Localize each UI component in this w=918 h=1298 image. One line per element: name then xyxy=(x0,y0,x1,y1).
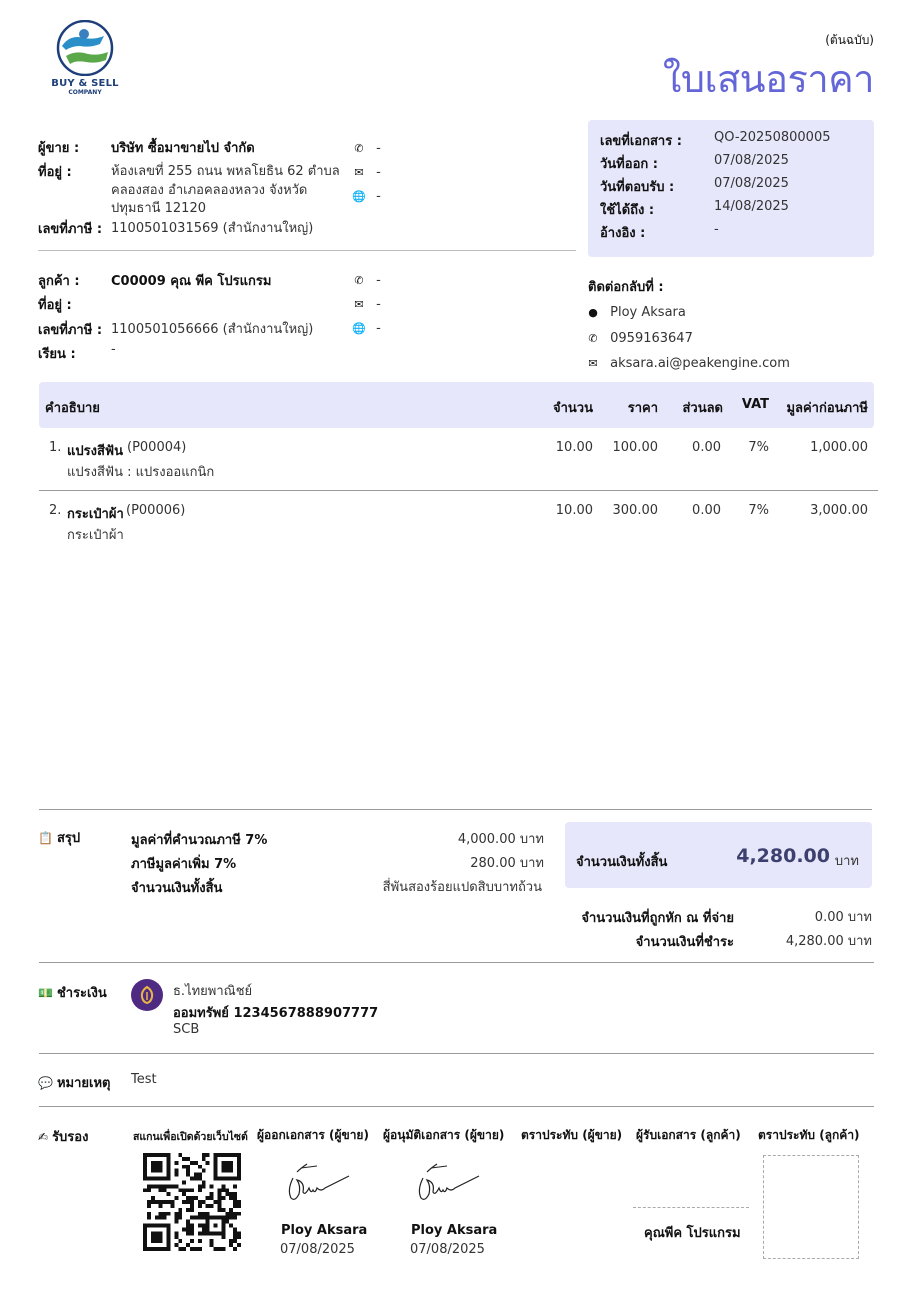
seller-address-line1: ห้องเลขที่ 255 ถนน พหลโยธิน 62 ตำบล xyxy=(111,164,340,179)
scan-label: สแกนเพื่อเปิดด้วยเว็บไซต์ xyxy=(133,1131,248,1143)
item-sub: แปรงสีฟัน : แปรงออแกนิก xyxy=(67,465,215,480)
doc-info-row xyxy=(600,199,862,222)
comment-icon: 💬 xyxy=(38,1075,53,1090)
customer-name: C00009 คุณ พีค โปรแกรม xyxy=(111,274,272,289)
globe-icon: 🌐 xyxy=(352,322,366,335)
receiver-name: คุณพีค โปรแกรม xyxy=(644,1226,741,1241)
withheld-value: 0.00 บาท xyxy=(814,910,872,925)
clipboard-icon: 📋 xyxy=(38,830,53,845)
seller-address-line2: คลองสอง อำเภอคลองหลวง จังหวัด xyxy=(111,183,308,198)
bank-name: ธ.ไทยพาณิชย์ xyxy=(173,984,253,999)
seller-name-label: ผู้ขาย : xyxy=(38,141,80,156)
doc-info-row xyxy=(600,176,862,199)
summary-title xyxy=(38,827,80,848)
doc-info-row xyxy=(600,222,862,245)
item-qty: 10.00 xyxy=(555,440,593,455)
grand-total-value: 4,280.00 xyxy=(736,845,830,867)
receiver-label: ผู้รับเอกสาร (ลูกค้า) xyxy=(636,1128,741,1142)
issuer-signature xyxy=(283,1158,355,1204)
mail-icon: ✉ xyxy=(354,298,364,311)
summary-divider xyxy=(39,809,872,810)
issue-date-value: 07/08/2025 xyxy=(714,153,789,168)
table-row xyxy=(39,501,874,551)
vat-value: 280.00 บาท xyxy=(470,856,544,871)
seller-name: บริษัท ซื้อมาขายไป จำกัด xyxy=(111,141,255,156)
customer-tax-label: เลขที่ภาษี : xyxy=(38,323,103,338)
total-words: สี่พันสองร้อยแปดสิบบาทถ้วน xyxy=(382,880,542,895)
seller-contacts xyxy=(352,137,381,209)
payment-title xyxy=(38,982,107,1003)
approval-divider xyxy=(39,1106,874,1107)
contact-list xyxy=(586,300,790,377)
doc-info-panel xyxy=(588,120,874,257)
company-logo xyxy=(48,20,122,98)
col-amount-header: มูลค่าก่อนภาษี xyxy=(786,401,868,416)
bank-account: ออมทรัพย์ 1234567888907777 xyxy=(173,1006,379,1021)
item-vat: 7% xyxy=(748,440,769,455)
seller-divider xyxy=(38,250,576,251)
customer-name-label: ลูกค้า : xyxy=(38,274,80,289)
signature-scribble-icon xyxy=(283,1158,355,1204)
contact-phone: 0959163647 xyxy=(610,330,693,346)
item-vat: 7% xyxy=(748,503,769,518)
doc-info-row xyxy=(600,130,862,153)
item-code: (P00006) xyxy=(126,503,186,518)
bank-logo xyxy=(131,979,163,1011)
col-vat-header: VAT xyxy=(741,397,769,412)
customer-tax-id: 1100501056666 (สำนักงานใหญ่) xyxy=(111,322,314,337)
payment-title-text: ชำระเงิน xyxy=(56,986,107,1001)
item-amount: 3,000.00 xyxy=(810,503,868,518)
contact-name: Ploy Aksara xyxy=(610,305,686,320)
customer-web: - xyxy=(376,321,381,336)
reference-value: - xyxy=(714,222,719,237)
seller-web: - xyxy=(376,189,381,204)
approval-title-text: รับรอง xyxy=(52,1130,89,1145)
doc-info-row xyxy=(600,153,862,176)
valid-until-label: ใช้ได้ถึง : xyxy=(600,203,655,218)
item-discount: 0.00 xyxy=(692,503,721,518)
table-row xyxy=(39,438,874,488)
note-title-text: หมายเหตุ xyxy=(56,1076,111,1091)
qr-code-icon xyxy=(143,1153,241,1251)
items-table-header xyxy=(39,382,874,428)
note-title xyxy=(38,1072,110,1093)
logo-hands-icon xyxy=(48,20,122,76)
approver-name: Ploy Aksara xyxy=(411,1223,498,1238)
item-no: 1. xyxy=(49,440,62,455)
accept-date-value: 07/08/2025 xyxy=(714,176,789,191)
logo-line2: COMPANY xyxy=(68,89,102,96)
issue-date-label: วันที่ออก : xyxy=(600,157,658,172)
signature-scribble-icon xyxy=(413,1158,485,1204)
customer-contacts xyxy=(352,269,381,341)
col-discount-header: ส่วนลด xyxy=(682,401,723,416)
approval-title xyxy=(38,1126,88,1147)
phone-icon: ✆ xyxy=(588,331,598,345)
contact-title: ติดต่อกลับที่ : xyxy=(588,280,664,295)
phone-icon: ✆ xyxy=(354,142,364,155)
doc-no-value: QO-20250800005 xyxy=(714,130,831,145)
item-no: 2. xyxy=(49,503,62,518)
item-price: 300.00 xyxy=(612,503,658,518)
qr-code[interactable] xyxy=(143,1153,241,1251)
reference-label: อ้างอิง : xyxy=(600,226,646,241)
mail-icon: ✉ xyxy=(354,166,364,179)
summary-title-text: สรุป xyxy=(56,831,81,846)
grand-total-label: จำนวนเงินทั้งสิ้น xyxy=(576,855,668,870)
item-sub: กระเป๋าผ้า xyxy=(67,528,124,543)
user-icon: ● xyxy=(588,306,598,319)
total-words-label: จำนวนเงินทั้งสิ้น xyxy=(131,881,223,896)
mail-icon: ✉ xyxy=(588,357,598,370)
customer-attn-label: เรียน : xyxy=(38,347,76,362)
item-price: 100.00 xyxy=(612,440,658,455)
item-discount: 0.00 xyxy=(692,440,721,455)
accept-date-label: วันที่ตอบรับ : xyxy=(600,180,675,195)
payable-label: จำนวนเงินที่ชำระ xyxy=(635,935,734,950)
item-code: (P00004) xyxy=(127,440,187,455)
globe-icon: 🌐 xyxy=(352,190,366,203)
issuer-name: Ploy Aksara xyxy=(281,1223,368,1238)
item-amount: 1,000.00 xyxy=(810,440,868,455)
customer-email: - xyxy=(376,297,381,312)
withheld-label: จำนวนเงินที่ถูกหัก ณ ที่จ่าย xyxy=(581,911,734,926)
seller-email: - xyxy=(376,165,381,180)
customer-attn: - xyxy=(111,342,116,357)
taxable-value: 4,000.00 บาท xyxy=(457,832,544,847)
payable-value: 4,280.00 บาท xyxy=(785,934,872,949)
item-qty: 10.00 xyxy=(555,503,593,518)
seller-address-label: ที่อยู่ : xyxy=(38,165,72,180)
logo-line1: BUY & SELL xyxy=(51,78,119,89)
approver-label: ผู้อนุมัติเอกสาร (ผู้ขาย) xyxy=(383,1128,505,1142)
col-qty-header: จำนวน xyxy=(553,401,593,416)
customer-stamp-box xyxy=(763,1155,859,1259)
signature-icon: ✍ xyxy=(38,1129,49,1144)
copy-label: (ต้นฉบับ) xyxy=(825,33,874,47)
contact-email: aksara.ai@peakengine.com xyxy=(610,356,790,371)
note-divider xyxy=(39,1053,874,1054)
seller-address-line3: ปทุมธานี 12120 xyxy=(111,201,206,216)
receiver-signature-line xyxy=(633,1207,749,1208)
grand-total-unit: บาท xyxy=(834,854,859,869)
col-price-header: ราคา xyxy=(627,401,658,416)
grand-total-panel xyxy=(565,822,872,888)
valid-until-value: 14/08/2025 xyxy=(714,199,789,214)
seller-stamp-label: ตราประทับ (ผู้ขาย) xyxy=(521,1128,623,1142)
seller-tax-id: 1100501031569 (สำนักงานใหญ่) xyxy=(111,221,314,236)
approver-date: 07/08/2025 xyxy=(410,1242,485,1257)
seller-tax-label: เลขที่ภาษี : xyxy=(38,222,103,237)
approver-signature xyxy=(413,1158,485,1204)
doc-no-label: เลขที่เอกสาร : xyxy=(600,134,682,149)
customer-phone: - xyxy=(376,273,381,288)
item-name: กระเป๋าผ้า xyxy=(67,507,124,522)
col-desc-header: คำอธิบาย xyxy=(45,401,100,416)
cash-icon: 💵 xyxy=(38,985,53,1000)
row-divider xyxy=(39,490,878,491)
item-name: แปรงสีฟัน xyxy=(67,444,123,459)
seller-phone: - xyxy=(376,141,381,156)
payment-divider xyxy=(39,962,874,963)
issuer-date: 07/08/2025 xyxy=(280,1242,355,1257)
taxable-label: มูลค่าที่คำนวณภาษี 7% xyxy=(131,833,268,848)
vat-label: ภาษีมูลค่าเพิ่ม 7% xyxy=(131,857,237,872)
issuer-label: ผู้ออกเอกสาร (ผู้ขาย) xyxy=(257,1128,369,1142)
doc-title: ใบเสนอราคา xyxy=(662,57,874,101)
customer-address-label: ที่อยู่ : xyxy=(38,298,72,313)
scb-emblem-icon xyxy=(137,985,157,1005)
phone-icon: ✆ xyxy=(354,274,364,287)
customer-stamp-label: ตราประทับ (ลูกค้า) xyxy=(758,1128,860,1142)
bank-account-name: SCB xyxy=(173,1022,200,1037)
note-text: Test xyxy=(131,1072,157,1087)
